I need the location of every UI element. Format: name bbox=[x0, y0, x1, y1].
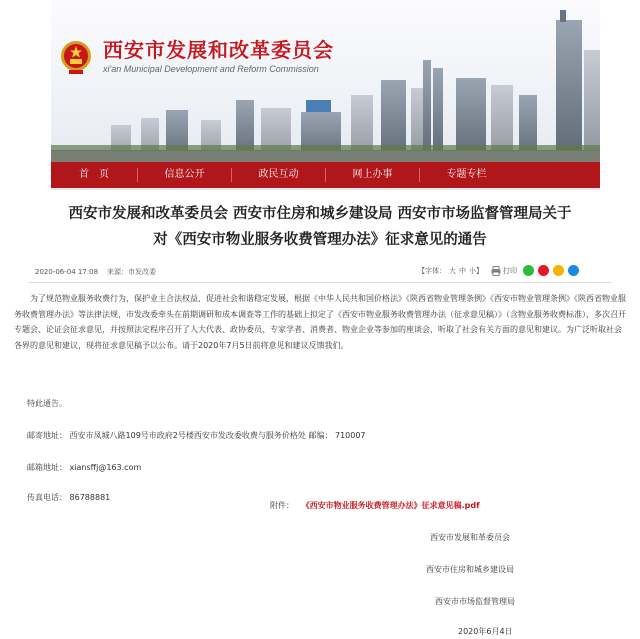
postal-address: 邮寄地址： 西安市凤城八路109号市政府2号楼西安市发改委收费与服务价格处 邮编： 710007 bbox=[27, 431, 366, 440]
divider bbox=[28, 282, 612, 283]
article-title-line2: 对《西安市物业服务收费管理办法》征求意见的通告 bbox=[153, 232, 487, 248]
print-icon[interactable] bbox=[491, 266, 501, 276]
article-title-line1: 西安市发展和改革委员会 西安市住房和城乡建设局 西安市市场监督管理局关于 bbox=[68, 206, 572, 222]
main-nav bbox=[51, 162, 600, 188]
nav-online-service[interactable]: 网上办事 bbox=[352, 169, 393, 180]
article-tools bbox=[418, 265, 579, 276]
nav-interaction[interactable]: 政民互动 bbox=[258, 169, 299, 180]
site-header bbox=[51, 0, 600, 190]
font-size-small[interactable]: 小 bbox=[469, 266, 476, 275]
article-source: 来源：市发改委 bbox=[107, 268, 156, 276]
attachment-link[interactable]: 《西安市物业服务收费管理办法》征求意见稿.pdf bbox=[301, 501, 480, 510]
notice-text: 特此通告。 bbox=[27, 399, 67, 408]
nav-special-topics[interactable]: 专题专栏 bbox=[446, 169, 487, 180]
skyline-banner bbox=[51, 0, 600, 165]
email-address: 邮箱地址： xiansffj@163.com bbox=[27, 463, 142, 472]
article-meta bbox=[35, 267, 156, 277]
font-size-close: 】 bbox=[476, 266, 483, 275]
qzone-icon[interactable] bbox=[553, 265, 564, 276]
signature-date: 2020年6月4日 bbox=[458, 627, 513, 636]
attachment-label: 附件： bbox=[270, 501, 294, 510]
nav-info-disclosure[interactable]: 信息公开 bbox=[164, 169, 205, 180]
wechat-icon[interactable] bbox=[523, 265, 534, 276]
font-size-medium[interactable]: 中 bbox=[459, 266, 466, 275]
attachment bbox=[270, 500, 480, 511]
qq-icon[interactable] bbox=[568, 265, 579, 276]
font-size-label: 【字体： bbox=[418, 266, 446, 275]
site-subtitle: xi'an Municipal Development and Reform Commission bbox=[103, 64, 319, 74]
signature-market: 西安市市场监督管理局 bbox=[435, 597, 515, 606]
weibo-icon[interactable] bbox=[538, 265, 549, 276]
nav-home[interactable]: 首 页 bbox=[79, 169, 109, 180]
site-title: 西安市发展和改革委员会 bbox=[103, 38, 334, 62]
font-size-large[interactable]: 大 bbox=[449, 266, 456, 275]
signature-ndrc: 西安市发展和革委员会 bbox=[430, 533, 510, 542]
print-link[interactable]: 打印 bbox=[503, 266, 517, 275]
article-body: 为了规范物业服务收费行为，保护业主合法权益，促进社会和谐稳定发展，根据《中华人民共和国价格法》《陕西省物业管理条例》《西安市物业管理条例》《陕西省物业服务收费管理办法》等法律法规，市发改委牵头在前期调研和成本调查等工作的基础上拟定了《西安市物业服务收费管理办法（征求意见稿）》（含物业服务收费标准），多次召开专题会、论证会征求意见，并按照法定程序召开了人大代表、政协委员、专家学者、消费者、物业企业等参加的座谈会，听取了社会有关方面的意见和建议。为广泛听取社会各界的意见和建议，现将征求意见稿予以公布。请于2020年7月5日前将意见和建议反馈我们。 bbox=[14, 294, 626, 350]
publish-date: 2020-06-04 17:08 bbox=[35, 268, 99, 276]
signature-housing: 西安市住房和城乡建设局 bbox=[426, 565, 514, 574]
national-emblem-icon bbox=[59, 38, 93, 76]
fax-number: 传真电话： 86788881 bbox=[27, 493, 111, 502]
